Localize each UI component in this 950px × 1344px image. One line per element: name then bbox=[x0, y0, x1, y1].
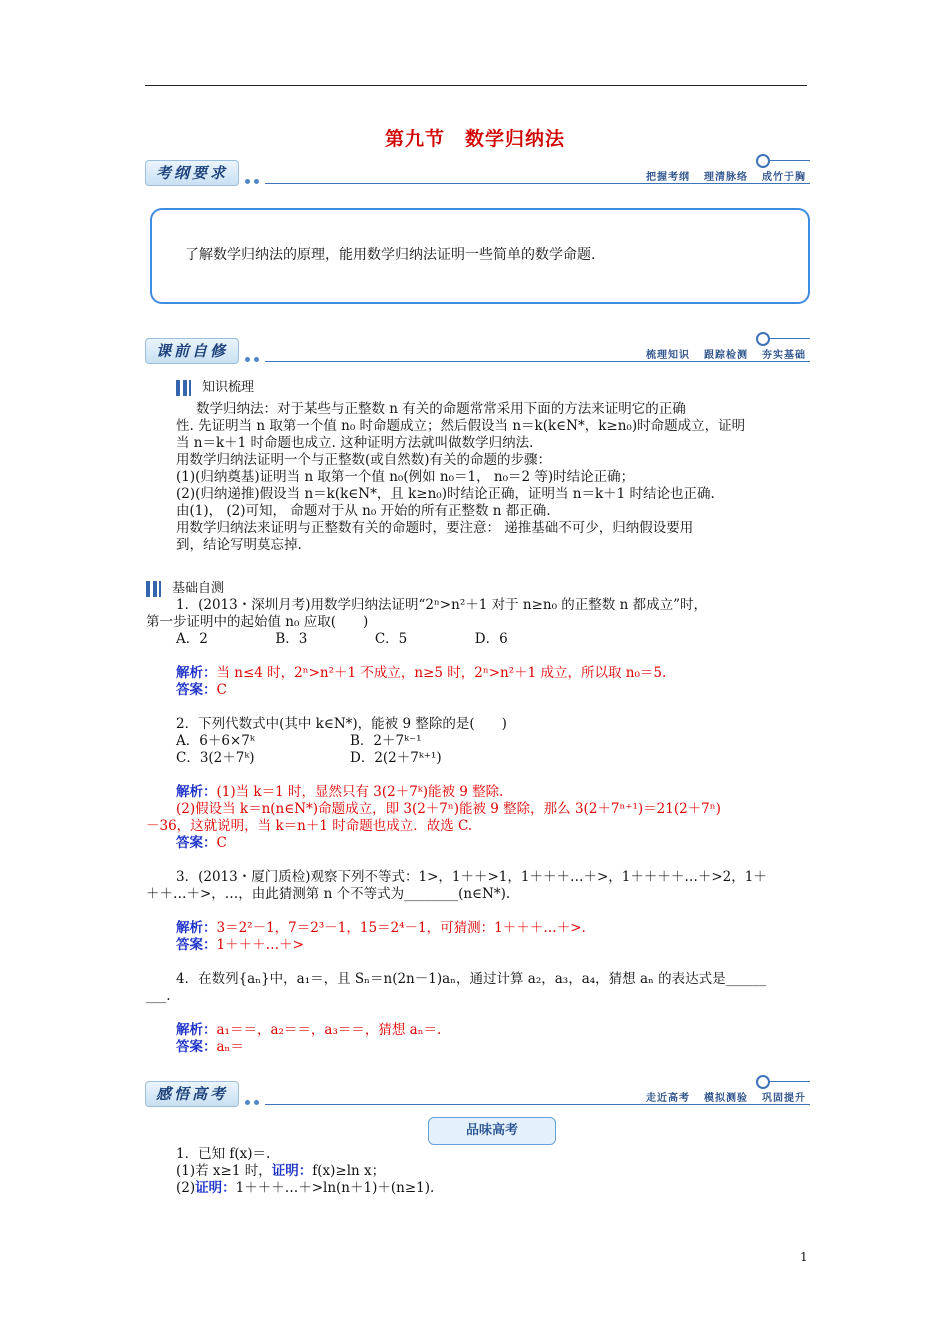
knowledge-line: (2)(归纳递推)假设当 n＝k(k∈N*，且 k≥n₀)时结论正确，证明当 n＝k＋1 时结论也正确. bbox=[176, 486, 715, 502]
q2-option-d: D．2(2＋7ᵏ⁺¹) bbox=[350, 750, 442, 766]
q4-analysis: 解析：a₁＝＝，a₂＝＝，a₃＝＝，猜想 aₙ＝. bbox=[176, 1022, 442, 1038]
q1-stem: 第一步证明中的起始值 n₀ 应取( ) bbox=[146, 614, 369, 630]
requirement-text: 了解数学归纳法的原理，能用数学归纳法证明一些简单的数学命题. bbox=[185, 247, 596, 263]
subheading-selftest: 基础自测 bbox=[146, 577, 224, 597]
banner-pinwei: 品味高考 bbox=[428, 1117, 556, 1145]
q3-analysis: 解析：3＝2²－1，7＝2³－1，15＝2⁴－1，可猜测：1＋＋＋…＋>. bbox=[176, 920, 586, 936]
knowledge-line: 当 n＝k＋1 时命题也成立. 这种证明方法就叫做数学归纳法. bbox=[176, 435, 534, 451]
q2-stem: 2．下列代数式中(其中 k∈N*)，能被 9 整除的是( ) bbox=[176, 716, 507, 732]
q2-analysis-line: (2)假设当 k＝n(n∈N*)命题成立，即 3(2＋7ⁿ)能被 9 整除，那么 3(2＋7ⁿ⁺¹)＝21(2＋7ⁿ) bbox=[176, 801, 721, 817]
bars-icon bbox=[146, 581, 172, 597]
section-tags: 把握考纲 理清脉络 成竹于胸 bbox=[646, 172, 806, 183]
knowledge-line: 用数学归纳法来证明与正整数有关的命题时，要注意： 递推基础不可少，归纳假设要用 bbox=[176, 520, 694, 536]
q3-answer: 答案：1＋＋＋…＋> bbox=[176, 937, 304, 953]
q3-stem: 3．(2013・厦门质检)观察下列不等式：1>，1＋＋>1，1＋＋＋…＋>，1＋＋＋＋…＋>2，1＋ bbox=[176, 869, 767, 885]
q1-answer: 答案：C bbox=[176, 682, 227, 698]
q1-stem: 1．(2013・深圳月考)用数学归纳法证明“2ⁿ>n²＋1 对于 n≥n₀ 的正整数 n 都成立”时， bbox=[176, 597, 707, 613]
q3-stem: ＋＋…＋>，…，由此猜测第 n 个不等式为________(n∈N*). bbox=[146, 886, 511, 902]
knowledge-line: 用数学归纳法证明一个与正整数(或自然数)有关的命题的步骤： bbox=[176, 452, 552, 468]
q2-option-c: C．3(2＋7ᵏ) bbox=[176, 750, 255, 766]
decor-dots bbox=[245, 347, 267, 353]
ring-icon bbox=[756, 332, 770, 346]
page-number: 1 bbox=[800, 1250, 808, 1264]
q2-option-b: B．2＋7ᵏ⁻¹ bbox=[350, 733, 422, 749]
subheading-knowledge: 知识梳理 bbox=[176, 376, 254, 396]
section-label: 感悟高考 bbox=[145, 1081, 239, 1107]
knowledge-line: 由(1)， (2)可知， 命题对于从 n₀ 开始的所有正整数 n 都正确. bbox=[176, 503, 551, 519]
section-bar-requirements bbox=[145, 160, 810, 190]
section-bar-gaokao bbox=[145, 1081, 810, 1111]
gk-q1-part1: (1)若 x≥1 时，证明：f(x)≥ln x； bbox=[176, 1163, 386, 1179]
q4-stem: 4．在数列{aₙ}中，a₁＝，且 Sₙ＝n(2n－1)aₙ，通过计算 a₂，a₃，a₄，猜想 aₙ 的表达式是______ bbox=[176, 971, 767, 987]
knowledge-line: 性. 先证明当 n 取第一个值 n₀ 时命题成立；然后假设当 n＝k(k∈N*，k≥n₀)时命题成立，证明 bbox=[176, 418, 746, 434]
bars-icon bbox=[176, 380, 202, 396]
ring-icon bbox=[756, 154, 770, 168]
section-bar-preview bbox=[145, 338, 810, 368]
decor-dots bbox=[245, 1090, 267, 1096]
section-label: 课前自修 bbox=[145, 338, 239, 364]
header-rule bbox=[145, 85, 807, 86]
q4-answer: 答案：aₙ＝ bbox=[176, 1039, 244, 1055]
q1-options: A．2 B．3 C．5 D．6 bbox=[176, 631, 508, 647]
q1-analysis: 解析：当 n≤4 时，2ⁿ>n²＋1 不成立，n≥5 时，2ⁿ>n²＋1 成立，所以取 n₀＝5. bbox=[176, 665, 667, 681]
page-title: 第九节 数学归纳法 bbox=[384, 128, 565, 150]
q2-answer: 答案：C bbox=[176, 835, 227, 851]
section-tags: 走近高考 模拟测验 巩固提升 bbox=[646, 1093, 806, 1104]
q2-option-a: A．6＋6×7ᵏ bbox=[176, 733, 255, 749]
q4-stem: ___. bbox=[146, 988, 171, 1004]
gk-q1-part2: (2)证明：1＋＋＋…＋>ln(n＋1)＋(n≥1). bbox=[176, 1180, 435, 1196]
ring-icon bbox=[756, 1075, 770, 1089]
knowledge-line: 到，结论写明莫忘掉. bbox=[176, 537, 302, 553]
section-label: 考纲要求 bbox=[145, 160, 239, 186]
knowledge-line: 数学归纳法：对于某些与正整数 n 有关的命题常常采用下面的方法来证明它的正确 bbox=[196, 401, 686, 417]
q2-analysis-line: －36，这就说明，当 k＝n＋1 时命题也成立．故选 C. bbox=[146, 818, 473, 834]
gk-q1-stem: 1．已知 f(x)＝. bbox=[176, 1146, 271, 1162]
knowledge-line: (1)(归纳奠基)证明当 n 取第一个值 n₀(例如 n₀＝1， n₀＝2 等)时结论正确； bbox=[176, 469, 635, 485]
decor-dots bbox=[245, 169, 267, 175]
section-tags: 梳理知识 跟踪检测 夯实基础 bbox=[646, 350, 806, 361]
q2-analysis: 解析：(1)当 k＝1 时，显然只有 3(2＋7ᵏ)能被 9 整除. bbox=[176, 784, 504, 800]
